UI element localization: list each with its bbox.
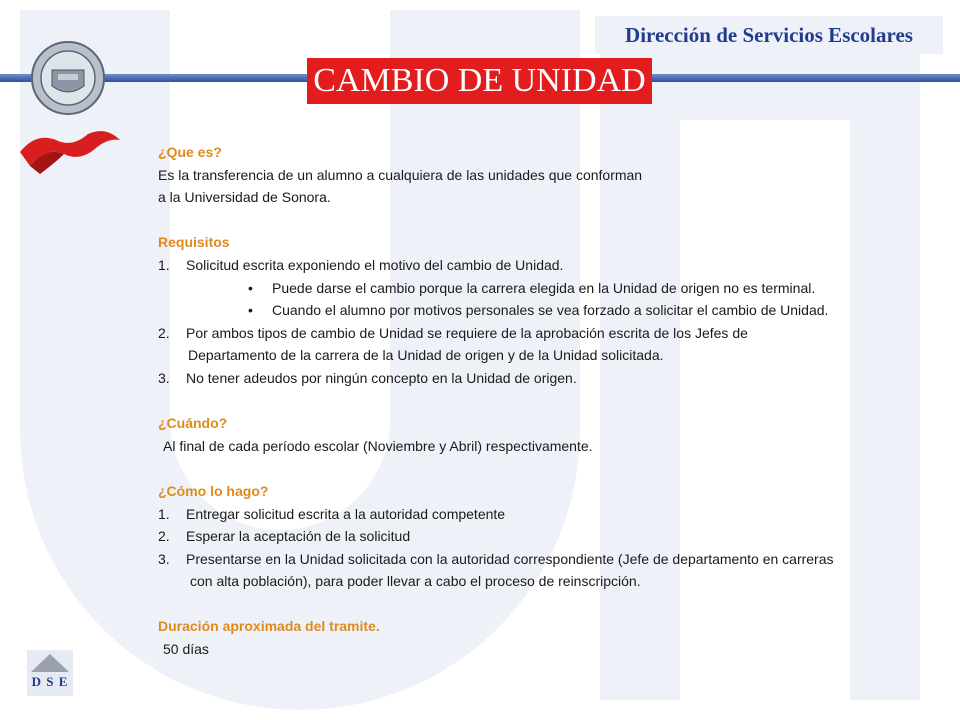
como-1 [158,503,948,526]
como-1-number: 1. [158,505,170,522]
heading-como: ¿Cómo lo hago? [158,482,269,499]
requisito-3-text: No tener adeudos por ningún concepto en la Unidad de origen. [186,369,577,386]
home-icon [31,654,69,672]
requisito-2-text: Por ambos tipos de cambio de Unidad se requiere de la aprobación escrita de los Jefes de [186,324,748,341]
department-header: Dirección de Servicios Escolares [595,16,943,54]
duracion-text: 50 días [163,641,209,658]
requisito-bullet-1 [158,277,948,300]
requisito-2-cont: Departamento de la carrera de la Unidad de origen y de la Unidad solicitada. [188,347,664,364]
heading-que-es: ¿Que es? [158,144,222,160]
bullet-icon: • [248,302,253,319]
requisito-bullet-1-text: Puede darse el cambio porque la carrera elegida en la Unidad de origen no es terminal. [272,279,816,296]
requisito-3 [158,367,948,390]
page-title: CAMBIO DE UNIDAD [307,58,652,104]
como-2-text: Esperar la aceptación de la solicitud [186,528,411,545]
requisito-3-number: 3. [158,369,170,386]
como-2 [158,525,948,548]
heading-duracion: Duración aproximada del tramite. [158,618,380,635]
como-3 [158,548,948,571]
requisito-bullet-2 [158,299,948,322]
como-3-cont: con alta población), para poder llevar a cabo el proceso de reinscripción. [190,573,641,590]
content-body [158,141,948,661]
que-es-line-1: Es la transferencia de un alumno a cualquiera de las unidades que conforman [158,166,643,183]
requisito-2 [158,322,948,345]
home-button[interactable] [27,650,73,696]
requisito-1-text: Solicitud escrita exponiendo el motivo del cambio de Unidad. [186,256,564,273]
que-es-line-2: a la Universidad de Sonora. [158,189,331,206]
heading-cuando: ¿Cuándo? [158,415,228,432]
bullet-icon: • [248,279,253,296]
como-2-number: 2. [158,528,170,545]
requisito-1 [158,254,948,277]
como-3-text: Presentarse en la Unidad solicitada con la autoridad correspondiente (Jefe de departamento en carreras [186,550,834,567]
requisito-2-number: 2. [158,324,170,341]
como-1-text: Entregar solicitud escrita a la autoridad competente [186,505,506,522]
home-label: D S E [31,674,69,689]
heading-requisitos: Requisitos [158,234,230,251]
requisito-1-number: 1. [158,256,170,273]
cuando-text: Al final de cada período escolar (Noviembre y Abril) respectivamente. [163,437,593,454]
red-ribbon-icon [16,126,122,182]
como-3-number: 3. [158,550,170,567]
university-seal-icon [30,40,106,116]
requisito-bullet-2-text: Cuando el alumno por motivos personales se vea forzado a solicitar el cambio de Unidad. [272,302,829,319]
